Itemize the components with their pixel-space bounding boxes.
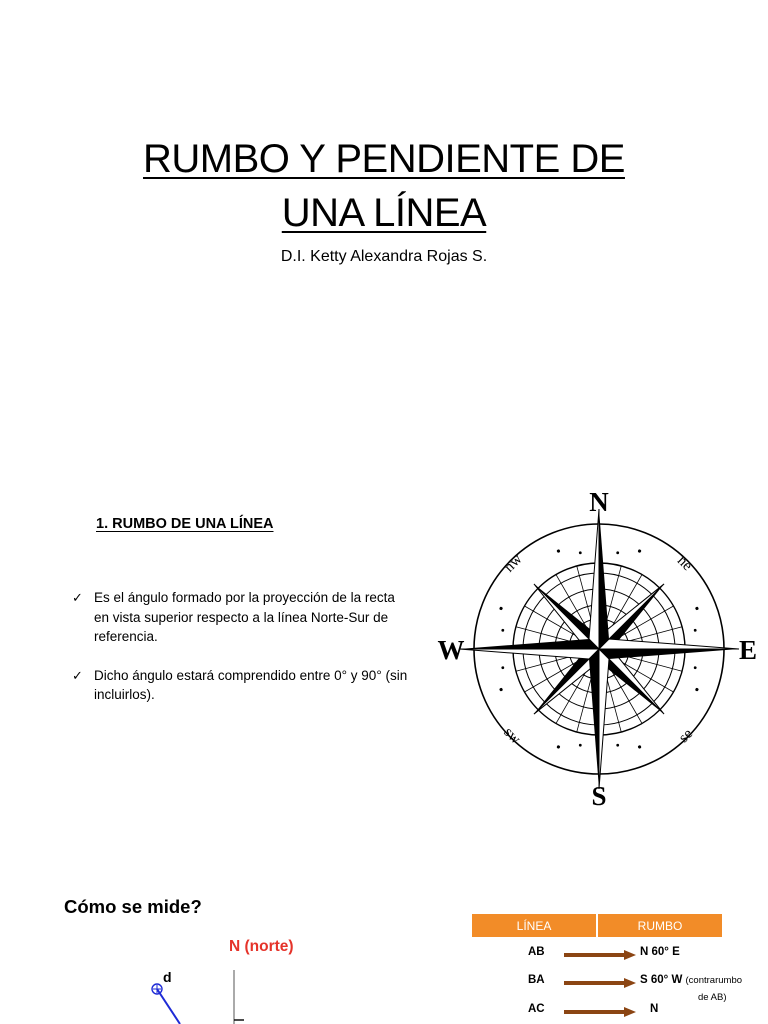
point-label: d bbox=[163, 969, 172, 985]
compass-nw: nw bbox=[501, 551, 526, 576]
row-line: BA bbox=[528, 974, 545, 986]
compass-se: se bbox=[675, 725, 697, 747]
page-title bbox=[0, 132, 768, 240]
row-rumbo: N bbox=[650, 1003, 659, 1015]
row-rumbo: N 60° E bbox=[640, 946, 680, 958]
author-name: D.I. Ketty Alexandra Rojas S. bbox=[280, 248, 488, 265]
compass-sw: sw bbox=[500, 724, 524, 748]
measure-diagram bbox=[140, 962, 260, 1024]
table-row bbox=[472, 974, 768, 994]
table-header-linea: LÍNEA bbox=[472, 914, 596, 937]
row-note: (contrarumbo bbox=[685, 975, 743, 986]
arrow-right-icon bbox=[564, 978, 636, 988]
section-heading: 1. RUMBO DE UNA LÍNEA bbox=[96, 516, 274, 532]
compass-w: W bbox=[437, 635, 465, 665]
como-heading: Cómo se mide? bbox=[64, 896, 202, 917]
checkmark-icon: ✓ bbox=[72, 667, 83, 683]
bullet-item bbox=[72, 666, 412, 705]
bullet-text: Es el ángulo formado por la proyección de la recta en vista superior respecto a la línea Norte-Sur de referencia. bbox=[94, 590, 395, 644]
compass-e: E bbox=[738, 635, 758, 665]
arrow-right-icon bbox=[564, 1007, 636, 1017]
row-rumbo: S 60° W bbox=[640, 974, 683, 986]
arrow-right-icon bbox=[564, 950, 636, 960]
bullet-text: Dicho ángulo estará comprendido entre 0° y 90° (sin incluirlos). bbox=[94, 667, 408, 702]
north-label: N (norte) bbox=[229, 938, 294, 955]
title-line-1: RUMBO Y PENDIENTE DE bbox=[143, 137, 625, 181]
bullet-list bbox=[72, 588, 412, 724]
compass-ne: ne bbox=[673, 552, 696, 575]
table-row bbox=[472, 946, 768, 966]
compass-s: S bbox=[591, 781, 607, 811]
compass-n: N bbox=[589, 487, 609, 517]
row-line: AB bbox=[528, 946, 545, 958]
checkmark-icon: ✓ bbox=[72, 590, 83, 605]
row-line: AC bbox=[528, 1003, 545, 1015]
table-row bbox=[472, 1003, 768, 1023]
bullet-item bbox=[72, 588, 412, 647]
table-header-rumbo: RUMBO bbox=[598, 914, 722, 937]
title-line-2: UNA LÍNEA bbox=[281, 191, 487, 235]
compass-rose-icon bbox=[428, 482, 768, 812]
row-note-continued: de AB) bbox=[698, 992, 727, 1003]
